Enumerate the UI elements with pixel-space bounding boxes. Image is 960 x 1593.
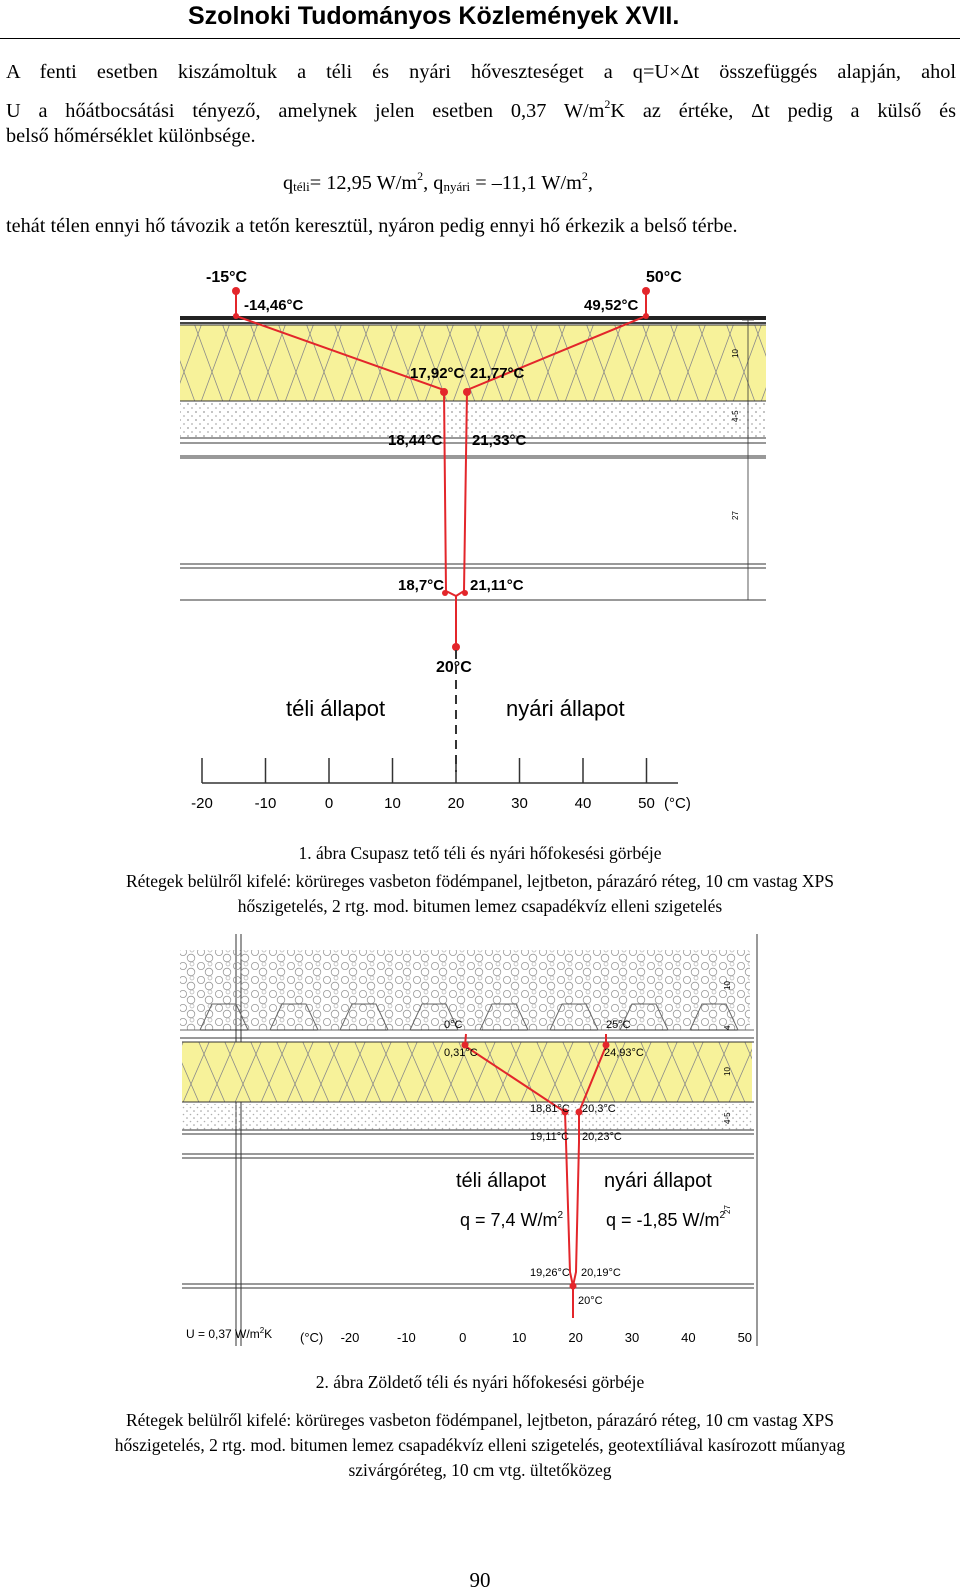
temp-label: -15°C <box>206 269 248 286</box>
figure-1-caption: hőszigetelés, 2 rtg. mod. bitumen lemez csapadékvíz elleni szigetelés <box>237 896 723 916</box>
axis-tick-label: 30 <box>624 1330 640 1345</box>
journal-title: Szolnoki Tudományos Közlemények XVII. <box>188 2 680 30</box>
temp-label: 21,11°C <box>470 577 524 594</box>
axis-tick-label: 40 <box>681 1330 696 1345</box>
figure-2-green-roof <box>178 934 772 1354</box>
axis-tick-label: 50 <box>638 795 655 812</box>
temp-label: 0°C <box>444 1019 463 1031</box>
temp-label: 18,81°C <box>530 1103 570 1115</box>
temp-label: 0,31°C <box>444 1047 478 1059</box>
temp-label: -14,46°C <box>244 297 304 314</box>
xps-insulation-layer <box>180 325 766 401</box>
axis-tick-label: 10 <box>384 795 401 812</box>
paragraph-conclusion: tehát télen ennyi hő távozik a tetőn keresztül, nyáron pedig ennyi hő érkezik a belső térbe. <box>6 215 738 237</box>
dim-label: 10 <box>731 349 740 358</box>
temp-point <box>233 313 239 319</box>
temp-label: 49,52°C <box>584 297 639 314</box>
axis-tick-label: 0 <box>459 1330 467 1345</box>
figure-1-bare-roof <box>170 258 790 830</box>
axis-unit-label: (°C) <box>300 1330 324 1345</box>
figure-2-caption: hőszigetelés, 2 rtg. mod. bitumen lemez csapadékvíz elleni szigetelés, geotextíliával kasírozott műanyag <box>114 1435 846 1455</box>
temp-point <box>440 388 448 396</box>
temp-label: 25°C <box>606 1019 631 1031</box>
axis-tick-label: 10 <box>511 1330 527 1345</box>
summer-state-label: nyári állapot <box>604 1170 712 1192</box>
temperature-axis <box>191 758 691 812</box>
figure-2-caption: Rétegek belülről kifelé: körüreges vasbeton födémpanel, lejtbeton, párazáró réteg, 10 cm vastag XPS <box>125 1410 835 1430</box>
heat-flux-winter: q = 7,4 $W/m^2$ <box>460 1210 564 1230</box>
figure-2-caption: szivárgóréteg, 10 cm vtg. ültetőközeg <box>348 1460 612 1480</box>
axis-tick-label: 20 <box>447 795 465 812</box>
temp-label: 20°C <box>436 659 472 676</box>
temp-point <box>642 287 650 295</box>
temp-point <box>570 1283 577 1290</box>
temp-label: 21,33°C <box>472 432 527 449</box>
dim-label: 4-5 <box>731 410 740 422</box>
temp-label: 24,93°C <box>604 1047 644 1059</box>
temp-point <box>452 643 460 651</box>
temp-label: 20,23°C <box>582 1131 622 1143</box>
winter-state-label: téli állapot <box>456 1170 547 1192</box>
summer-state-label: nyári állapot <box>506 696 625 721</box>
paragraph-line: belső hőmérséklet különbsége. <box>6 125 256 147</box>
heat-flux-summer: q = -1,85 $W/m^2$ <box>606 1210 726 1230</box>
temp-point <box>643 313 649 319</box>
figure-1-caption: Rétegek belülről kifelé: körüreges vasbeton födémpanel, lejtbeton, párazáró réteg, 10 cm vastag XPS <box>125 871 835 891</box>
figure-1-caption-title: 1. ábra Csupasz tető téli és nyári hőfokesési görbéje <box>298 843 662 863</box>
temp-label: 20°C <box>578 1295 603 1307</box>
temp-label: 20,3°C <box>582 1103 616 1115</box>
screed-layer <box>182 1104 752 1130</box>
heat-flux-equation: $q_{téli}= 12,95$ $W/m^2$, $q_{nyári} = -11,1$ $W/m^2$, <box>283 169 593 194</box>
temp-point <box>462 590 468 596</box>
temp-label: 20,19°C <box>581 1267 621 1279</box>
dim-label: 27 <box>723 1205 732 1214</box>
axis-tick-label: -10 <box>254 795 277 812</box>
paragraph-line: U a hőátbocsátási tényező, amelynek jelen esetben 0,37 $W/m^2K$ az értéke, Δt pedig a külső és <box>6 97 956 122</box>
dim-label: 10 <box>723 1067 732 1076</box>
temp-label: 21,77°C <box>470 365 525 382</box>
paragraph-line: A fenti esetben kiszámoltuk a téli és nyári hőveszteséget a q=U×Δt összefüggés alapján, ahol <box>6 61 956 83</box>
axis-tick-label: 20 <box>568 1330 583 1345</box>
axis-tick-label: -20 <box>191 795 213 812</box>
temperature-axis <box>300 1330 752 1345</box>
axis-tick-label: 50 <box>737 1330 753 1345</box>
axis-tick-label: -10 <box>397 1330 416 1345</box>
axis-tick-label: 0 <box>324 795 334 812</box>
temp-label: 19,26°C <box>530 1267 570 1279</box>
figure-2-caption-title: 2. ábra Zöldető téli és nyári hőfokesési görbéje <box>315 1372 645 1392</box>
dim-label: 4 <box>723 1025 732 1030</box>
dim-label: 27 <box>731 511 740 520</box>
dim-label: 4-5 <box>723 1112 732 1124</box>
winter-state-label: téli állapot <box>286 696 386 721</box>
axis-tick-label: -20 <box>340 1330 360 1345</box>
temp-label: 19,11°C <box>530 1131 570 1143</box>
temp-label: 18,7°C <box>398 577 445 594</box>
page-header <box>0 0 960 39</box>
axis-tick-label: 30 <box>511 795 528 812</box>
bitumen-layer <box>180 316 766 320</box>
axis-tick-label: 40 <box>574 795 592 812</box>
u-value-label: U = 0,37 $W/m^2K$ <box>186 1326 273 1341</box>
temp-point <box>232 287 240 295</box>
temp-label: 18,44°C <box>388 432 443 449</box>
temp-label: 17,92°C <box>410 365 465 382</box>
temp-point <box>463 388 471 396</box>
growing-medium-layer <box>180 950 750 1030</box>
paragraph-intro <box>6 56 956 152</box>
axis-unit-label: (°C) <box>664 795 691 812</box>
temp-label: 50°C <box>646 269 682 286</box>
page-number: 90 <box>469 1568 491 1592</box>
dim-label: 10 <box>723 981 732 990</box>
